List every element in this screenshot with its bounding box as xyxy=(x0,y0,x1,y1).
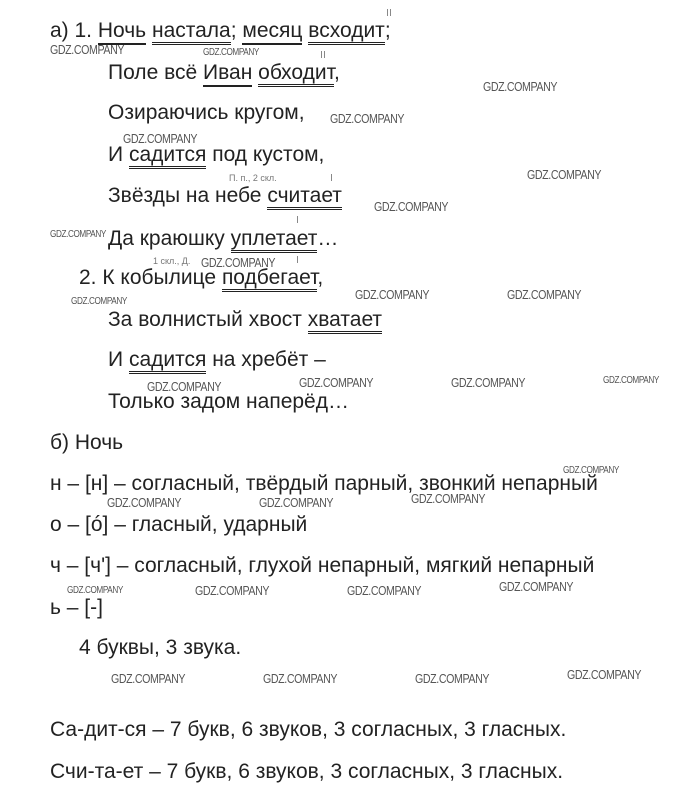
poem-line-3: Озираючись кругом, xyxy=(108,101,305,124)
poem-line-9: И садится на хребёт – xyxy=(108,348,326,372)
poem-line-6: Да краюшку уплетает… xyxy=(108,227,338,251)
predicate-khvataet: хватает xyxy=(308,308,382,334)
tick-mark xyxy=(297,216,298,223)
poem-line-10: Только задом наперёд… xyxy=(108,390,349,413)
watermark: GDZ.COMPANY xyxy=(451,375,526,390)
watermark: GDZ.COMPANY xyxy=(107,495,182,510)
tick-mark xyxy=(331,174,332,181)
predicate-saditsya: садится xyxy=(129,143,206,169)
watermark: GDZ.COMPANY xyxy=(50,42,125,57)
poem-line-1: а) 1. Ночь настала; месяц всходит; xyxy=(50,19,391,43)
phonetic-row: о – [ó] – гласный, ударный xyxy=(50,513,308,536)
poem-line-8: За волнистый хвост хватает xyxy=(108,308,382,332)
poem-line-7: 2. К кобылице подбегает, xyxy=(79,266,323,290)
phonetic-row: н – [н] – согласный, твёрдый парный, звонкий непарный xyxy=(50,472,598,495)
watermark: GDZ.COMPANY xyxy=(263,671,338,686)
watermark: GDZ.COMPANY xyxy=(195,583,270,598)
watermark: GDZ.COMPANY xyxy=(71,296,127,307)
predicate-vskhodit: всходит xyxy=(308,19,385,45)
subject-ivan: Иван xyxy=(203,61,252,87)
watermark: GDZ.COMPANY xyxy=(111,671,186,686)
subject-mesyats: месяц xyxy=(242,19,302,45)
part-b-word: б) Ночь xyxy=(50,431,124,454)
poem-line-5: Звёзды на небе считает xyxy=(108,184,342,208)
predicate-obkhodit: обходит xyxy=(258,61,334,87)
case-note: 1 скл., Д. xyxy=(153,256,191,266)
watermark: GDZ.COMPANY xyxy=(330,111,405,126)
watermark: GDZ.COMPANY xyxy=(499,579,574,594)
watermark: GDZ.COMPANY xyxy=(411,491,486,506)
watermark: GDZ.COMPANY xyxy=(50,229,106,240)
watermark: GDZ.COMPANY xyxy=(527,167,602,182)
watermark: GDZ.COMPANY xyxy=(347,583,422,598)
predicate-saditsya-2: садится xyxy=(129,348,206,374)
watermark: GDZ.COMPANY xyxy=(567,667,642,682)
phonetic-row: ч – [ч'] – согласный, глухой непарный, мягкий непарный xyxy=(50,554,595,577)
case-note: П. п., 2 скл. xyxy=(229,173,277,183)
tick-mark xyxy=(297,256,298,263)
poem-line-2: Поле всё Иван обходит, xyxy=(108,61,340,85)
watermark: GDZ.COMPANY xyxy=(355,287,430,302)
watermark: GDZ.COMPANY xyxy=(507,287,582,302)
watermark: GDZ.COMPANY xyxy=(563,465,619,476)
predicate-schitaet: считает xyxy=(267,184,342,210)
watermark: GDZ.COMPANY xyxy=(374,199,449,214)
aspect-mark xyxy=(387,9,391,16)
watermark: GDZ.COMPANY xyxy=(67,585,123,596)
predicate-podbegaet: подбегает xyxy=(222,266,317,292)
syllable-analysis: Са-дит-ся – 7 букв, 6 звуков, 3 согласных, 3 гласных. xyxy=(50,718,567,741)
predicate-upletaet: уплетает xyxy=(231,227,318,253)
watermark: GDZ.COMPANY xyxy=(603,375,659,386)
aspect-mark xyxy=(321,51,325,58)
syllable-analysis: Счи-та-ет – 7 букв, 6 звуков, 3 согласных, 3 гласных. xyxy=(50,760,564,783)
phonetic-row: ь – [-] xyxy=(50,596,103,619)
watermark: GDZ.COMPANY xyxy=(201,255,276,270)
watermark: GDZ.COMPANY xyxy=(483,79,558,94)
predicate-nastala: настала xyxy=(152,19,231,45)
subject-noch: Ночь xyxy=(98,19,146,45)
watermark: GDZ.COMPANY xyxy=(415,671,490,686)
watermark: GDZ.COMPANY xyxy=(299,375,374,390)
watermark: GDZ.COMPANY xyxy=(147,379,222,394)
watermark: GDZ.COMPANY xyxy=(123,131,198,146)
watermark: GDZ.COMPANY xyxy=(203,47,259,58)
watermark: GDZ.COMPANY xyxy=(259,495,334,510)
letter-sound-summary: 4 буквы, 3 звука. xyxy=(79,636,242,659)
poem-line-4: И садится под кустом, xyxy=(108,143,324,167)
